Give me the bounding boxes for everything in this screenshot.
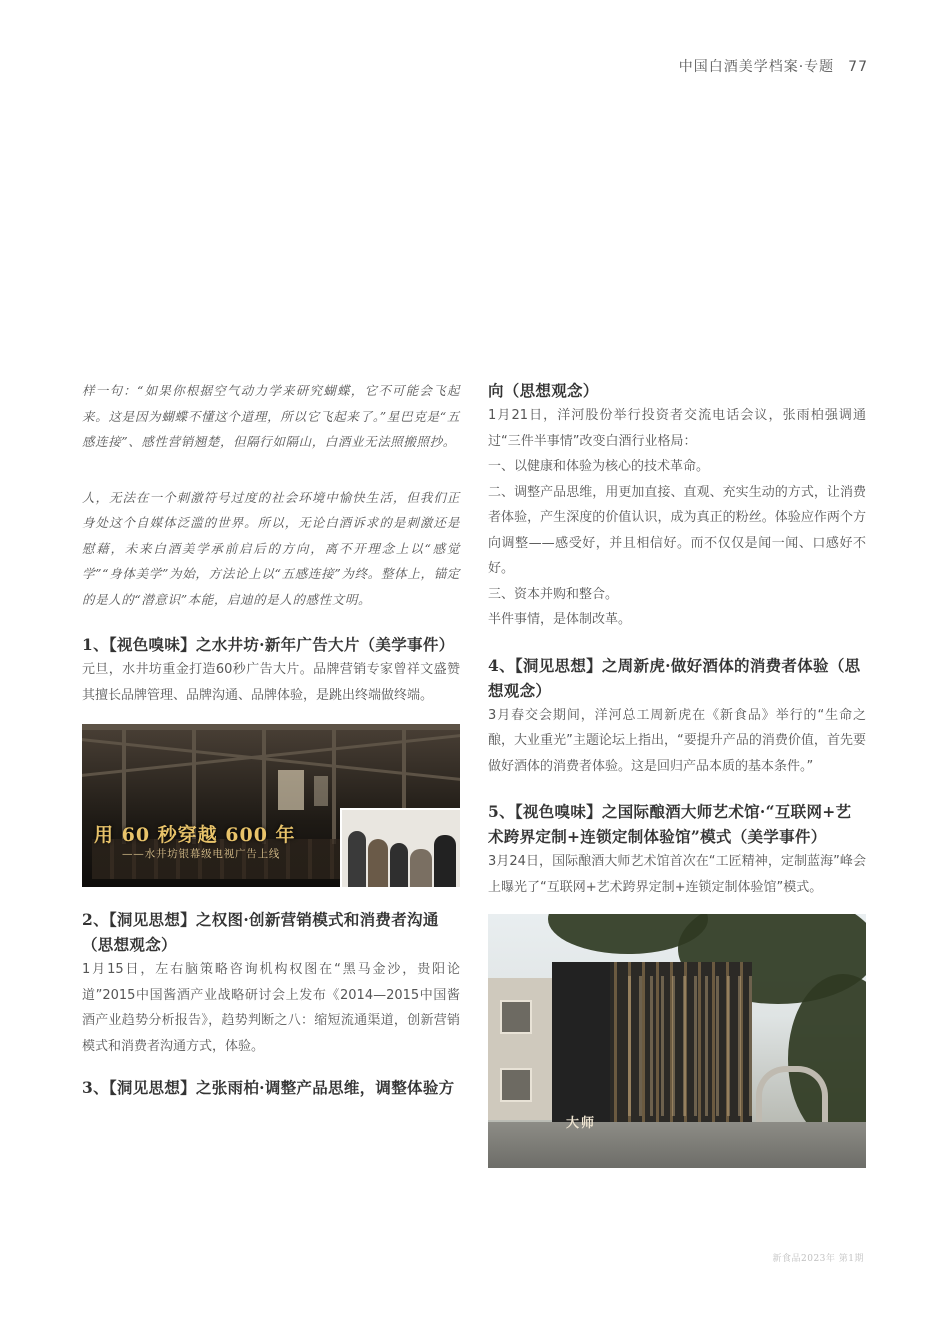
film-crew-inset-photo [340, 808, 460, 887]
section-1-body: 元旦，水井坊重金打造60秒广告大片。品牌营销专家曾祥文盛赞其擅长品牌管理、品牌沟通、品牌体验，是跳出终端做终端。 [82, 662, 460, 703]
art-museum-building-photo [488, 914, 866, 1168]
page-number: 77 [848, 59, 868, 75]
intro-paragraph-2: 人，无法在一个刺激符号过度的社会环境中愉快生活，但我们正身处这个自媒体泛滥的世界。所以，无论白酒诉求的是刺激还是慰藉，未来白酒美学承前启后的方向，离不开理念上以“感觉学”“身体美学”为始，方法论上以“五感连接”为终。整体上，锚定的是人的“潜意识”本能，启迪的是人的感性文明。 [82, 489, 460, 607]
section-3-heading-continued: 向（思想观念） [488, 381, 599, 400]
ad-subtitle: ——水井坊银幕级电视广告上线 [122, 848, 281, 860]
building-sign: 大师 [566, 1116, 597, 1131]
section-1-heading: 1、【视色嗅味】之水井坊·新年广告大片（美学事件） [82, 635, 455, 654]
section-4-heading: 4、【洞见思想】之周新虎·做好酒体的消费者体验（思想观念） [488, 655, 861, 700]
section-5-heading: 5、【视色嗅味】之国际酿酒大师艺术馆·“互联网+艺术跨界定制+连锁定制体验馆”模式（美学事件） [488, 802, 852, 846]
left-column [82, 378, 460, 1100]
ad-title: 用 60 秒穿越 600 年 [94, 824, 296, 846]
section-3-body-line: 半件事情，是体制改革。 [488, 612, 632, 627]
section-3-body-line: 三、资本并购和整合。 [488, 586, 619, 602]
warehouse-ad-image [82, 724, 460, 887]
section-3-body-line: 1月21日，洋河股份举行投资者交流电话会议，张雨柏强调通过“三件半事情”改变白酒行业格局： [488, 408, 866, 449]
section-3-body-line: 一、以健康和体验为核心的技术革命。 [488, 459, 710, 474]
header-title: 中国白酒美学档案·专题 [678, 59, 835, 75]
page-footer: 新食品2023年 第1期 [772, 1254, 864, 1264]
intro-paragraph-1: 样一句：“如果你根据空气动力学来研究蝴蝶，它不可能会飞起来。这是因为蝴蝶不懂这个道理，所以它飞起来了。”星巴克是“五感连接”、感性营销翘楚，但隔行如隔山，白酒业无法照搬照抄。 [82, 383, 460, 449]
section-2-body: 1月15日，左右脑策略咨询机构权图在“黑马金沙，贵阳论道”2015中国酱酒产业战略研讨会上发布《2014—2015中国酱酒产业趋势分析报告》，趋势判断之八：缩短流通渠道，创新营销模式和消费者沟通方式，体验。 [82, 962, 460, 1054]
section-4-body: 3月春交会期间，洋河总工周新虎在《新食品》举行的“生命之酿，大业重光”主题论坛上指出，“要提升产品的消费价值，首先要做好酒体的消费者体验。这是回归产品本质的基本条件。” [488, 707, 866, 774]
section-3-body-line: 二、调整产品思维，用更加直接、直观、充实生动的方式，让消费者体验，产生深度的价值认识，成为真正的粉丝。体验应作两个方向调整——感受好，并且相信好。而不仅仅是闻一闻、口感好不好。 [488, 484, 866, 576]
right-column [488, 378, 866, 1168]
section-5-body: 3月24日，国际酿酒大师艺术馆首次在“工匠精神，定制蓝海”峰会上曝光了“互联网+艺术跨界定制+连锁定制体验馆”模式。 [488, 854, 866, 895]
running-header [679, 56, 868, 76]
section-2-heading: 2、【洞见思想】之权图·创新营销模式和消费者沟通（思想观念） [82, 910, 439, 954]
section-3-heading: 3、【洞见思想】之张雨柏·调整产品思维，调整体验方 [82, 1078, 455, 1097]
